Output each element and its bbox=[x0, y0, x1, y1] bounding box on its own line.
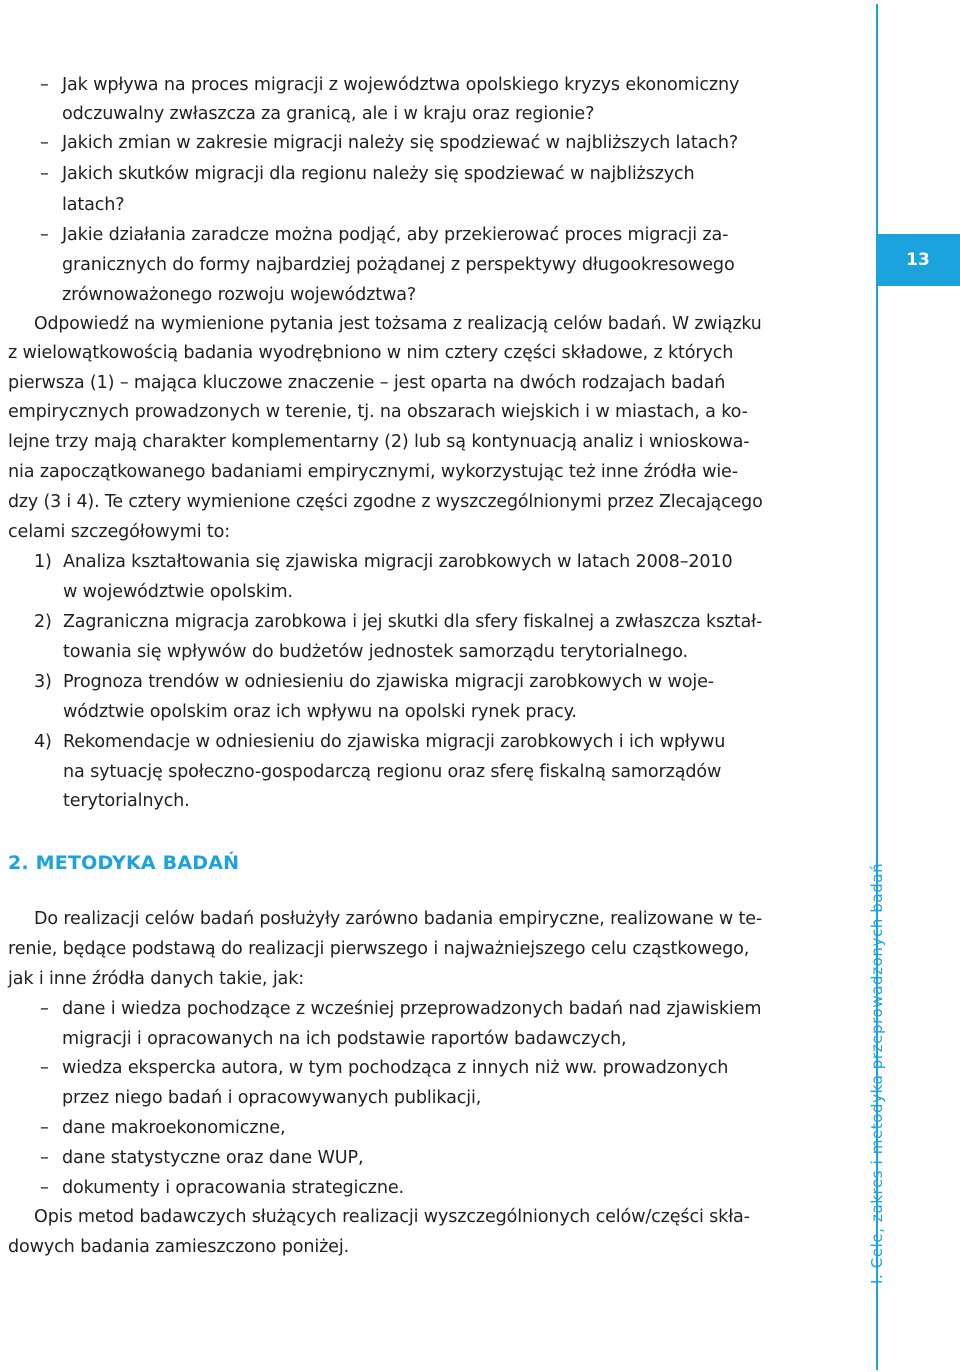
paragraph-1-line-2: z wielowątkowością badania wyodrębniono w nim cztery części składowe, z których bbox=[8, 343, 734, 363]
bullet-dash: – bbox=[40, 133, 49, 153]
source-5-line-1: dokumenty i opracowania strategiczne. bbox=[62, 1178, 404, 1198]
objective-number: 1) bbox=[34, 552, 52, 572]
bullet-dash: – bbox=[40, 225, 49, 245]
intro-line-2: renie, będące podstawą do realizacji pierwszego i najważniejszego celu cząstkowego, bbox=[8, 939, 750, 959]
bullet-dash: – bbox=[40, 1178, 49, 1198]
source-4-line-1: dane statystyczne oraz dane WUP, bbox=[62, 1148, 364, 1168]
bullet-dash: – bbox=[40, 75, 49, 95]
objective-number: 4) bbox=[34, 732, 52, 752]
question-4-line-2: granicznych do formy najbardziej pożądanej z perspektywy długookresowego bbox=[62, 255, 735, 275]
question-2-line-1: Jakich zmian w zakresie migracji należy się spodziewać w najbliższych latach? bbox=[62, 133, 739, 153]
closing-line-1: Opis metod badawczych służących realizacji wyszczególnionych celów/części skła- bbox=[34, 1207, 750, 1227]
objective-3-line-2: wództwie opolskim oraz ich wpływu na opolski rynek pracy. bbox=[63, 702, 577, 722]
running-title: I. Cele, zakres i metodyka przeprowadzonych badań bbox=[868, 862, 886, 1284]
question-1-line-2: odczuwalny zwłaszcza za granicą, ale i w kraju oraz regionie? bbox=[62, 104, 595, 124]
page-number: 13 bbox=[876, 234, 960, 286]
source-2-line-1: wiedza ekspercka autora, w tym pochodząca z innych niż ww. prowadzonych bbox=[62, 1058, 729, 1078]
objective-1-line-2: w województwie opolskim. bbox=[63, 582, 293, 602]
question-3-line-2: latach? bbox=[62, 195, 125, 215]
source-2-line-2: przez niego badań i opracowywanych publikacji, bbox=[62, 1088, 482, 1108]
paragraph-1-line-4: empirycznych prowadzonych w terenie, tj. na obszarach wiejskich i w miastach, a ko- bbox=[8, 402, 748, 422]
objective-1-line-1: Analiza kształtowania się zjawiska migracji zarobkowych w latach 2008–2010 bbox=[63, 552, 733, 572]
paragraph-1-line-8: celami szczegółowymi to: bbox=[8, 522, 231, 542]
bullet-dash: – bbox=[40, 1118, 49, 1138]
closing-line-2: dowych badania zamieszczono poniżej. bbox=[8, 1237, 350, 1257]
question-3-line-1: Jakich skutków migracji dla regionu należy się spodziewać w najbliższych bbox=[62, 164, 695, 184]
objective-3-line-1: Prognoza trendów w odniesieniu do zjawiska migracji zarobkowych w woje- bbox=[63, 672, 714, 692]
objective-number: 3) bbox=[34, 672, 52, 692]
paragraph-1-line-3: pierwsza (1) – mająca kluczowe znaczenie – jest oparta na dwóch rodzajach badań bbox=[8, 373, 726, 393]
source-1-line-1: dane i wiedza pochodzące z wcześniej przeprowadzonych badań nad zjawiskiem bbox=[62, 999, 762, 1019]
objective-2-line-2: towania się wpływów do budżetów jednostek samorządu terytorialnego. bbox=[63, 642, 688, 662]
section-heading: 2. METODYKA BADAŃ bbox=[8, 852, 240, 874]
bullet-dash: – bbox=[40, 1148, 49, 1168]
paragraph-1-line-7: dzy (3 i 4). Te cztery wymienione części zgodne z wyszczególnionymi przez Zlecającego bbox=[8, 492, 763, 512]
source-1-line-2: migracji i opracowanych na ich podstawie raportów badawczych, bbox=[62, 1029, 627, 1049]
intro-line-1: Do realizacji celów badań posłużyły zarówno badania empiryczne, realizowane w te- bbox=[34, 909, 763, 929]
question-4-line-3: zrównoważonego rozwoju województwa? bbox=[62, 285, 417, 305]
question-4-line-1: Jakie działania zaradcze można podjąć, aby przekierować proces migracji za- bbox=[62, 225, 729, 245]
objective-4-line-3: terytorialnych. bbox=[63, 791, 190, 811]
objective-4-line-2: na sytuację społeczno-gospodarczą regionu oraz sferę fiskalną samorządów bbox=[63, 762, 722, 782]
intro-line-3: jak i inne źródła danych takie, jak: bbox=[8, 969, 305, 989]
paragraph-1-line-5: lejne trzy mają charakter komplementarny (2) lub są kontynuacją analiz i wnioskowa- bbox=[8, 432, 750, 452]
question-1-line-1: Jak wpływa na proces migracji z województwa opolskiego kryzys ekonomiczny bbox=[62, 75, 740, 95]
objective-2-line-1: Zagraniczna migracja zarobkowa i jej skutki dla sfery fiskalnej a zwłaszcza kształ- bbox=[63, 612, 763, 632]
source-3-line-1: dane makroekonomiczne, bbox=[62, 1118, 286, 1138]
objective-number: 2) bbox=[34, 612, 52, 632]
paragraph-1-line-6: nia zapoczątkowanego badaniami empirycznymi, wykorzystując też inne źródła wie- bbox=[8, 462, 738, 482]
objective-4-line-1: Rekomendacje w odniesieniu do zjawiska migracji zarobkowych i ich wpływu bbox=[63, 732, 726, 752]
bullet-dash: – bbox=[40, 164, 49, 184]
paragraph-1-line-1: Odpowiedź na wymienione pytania jest tożsama z realizacją celów badań. W związku bbox=[34, 314, 762, 334]
bullet-dash: – bbox=[40, 1058, 49, 1078]
bullet-dash: – bbox=[40, 999, 49, 1019]
